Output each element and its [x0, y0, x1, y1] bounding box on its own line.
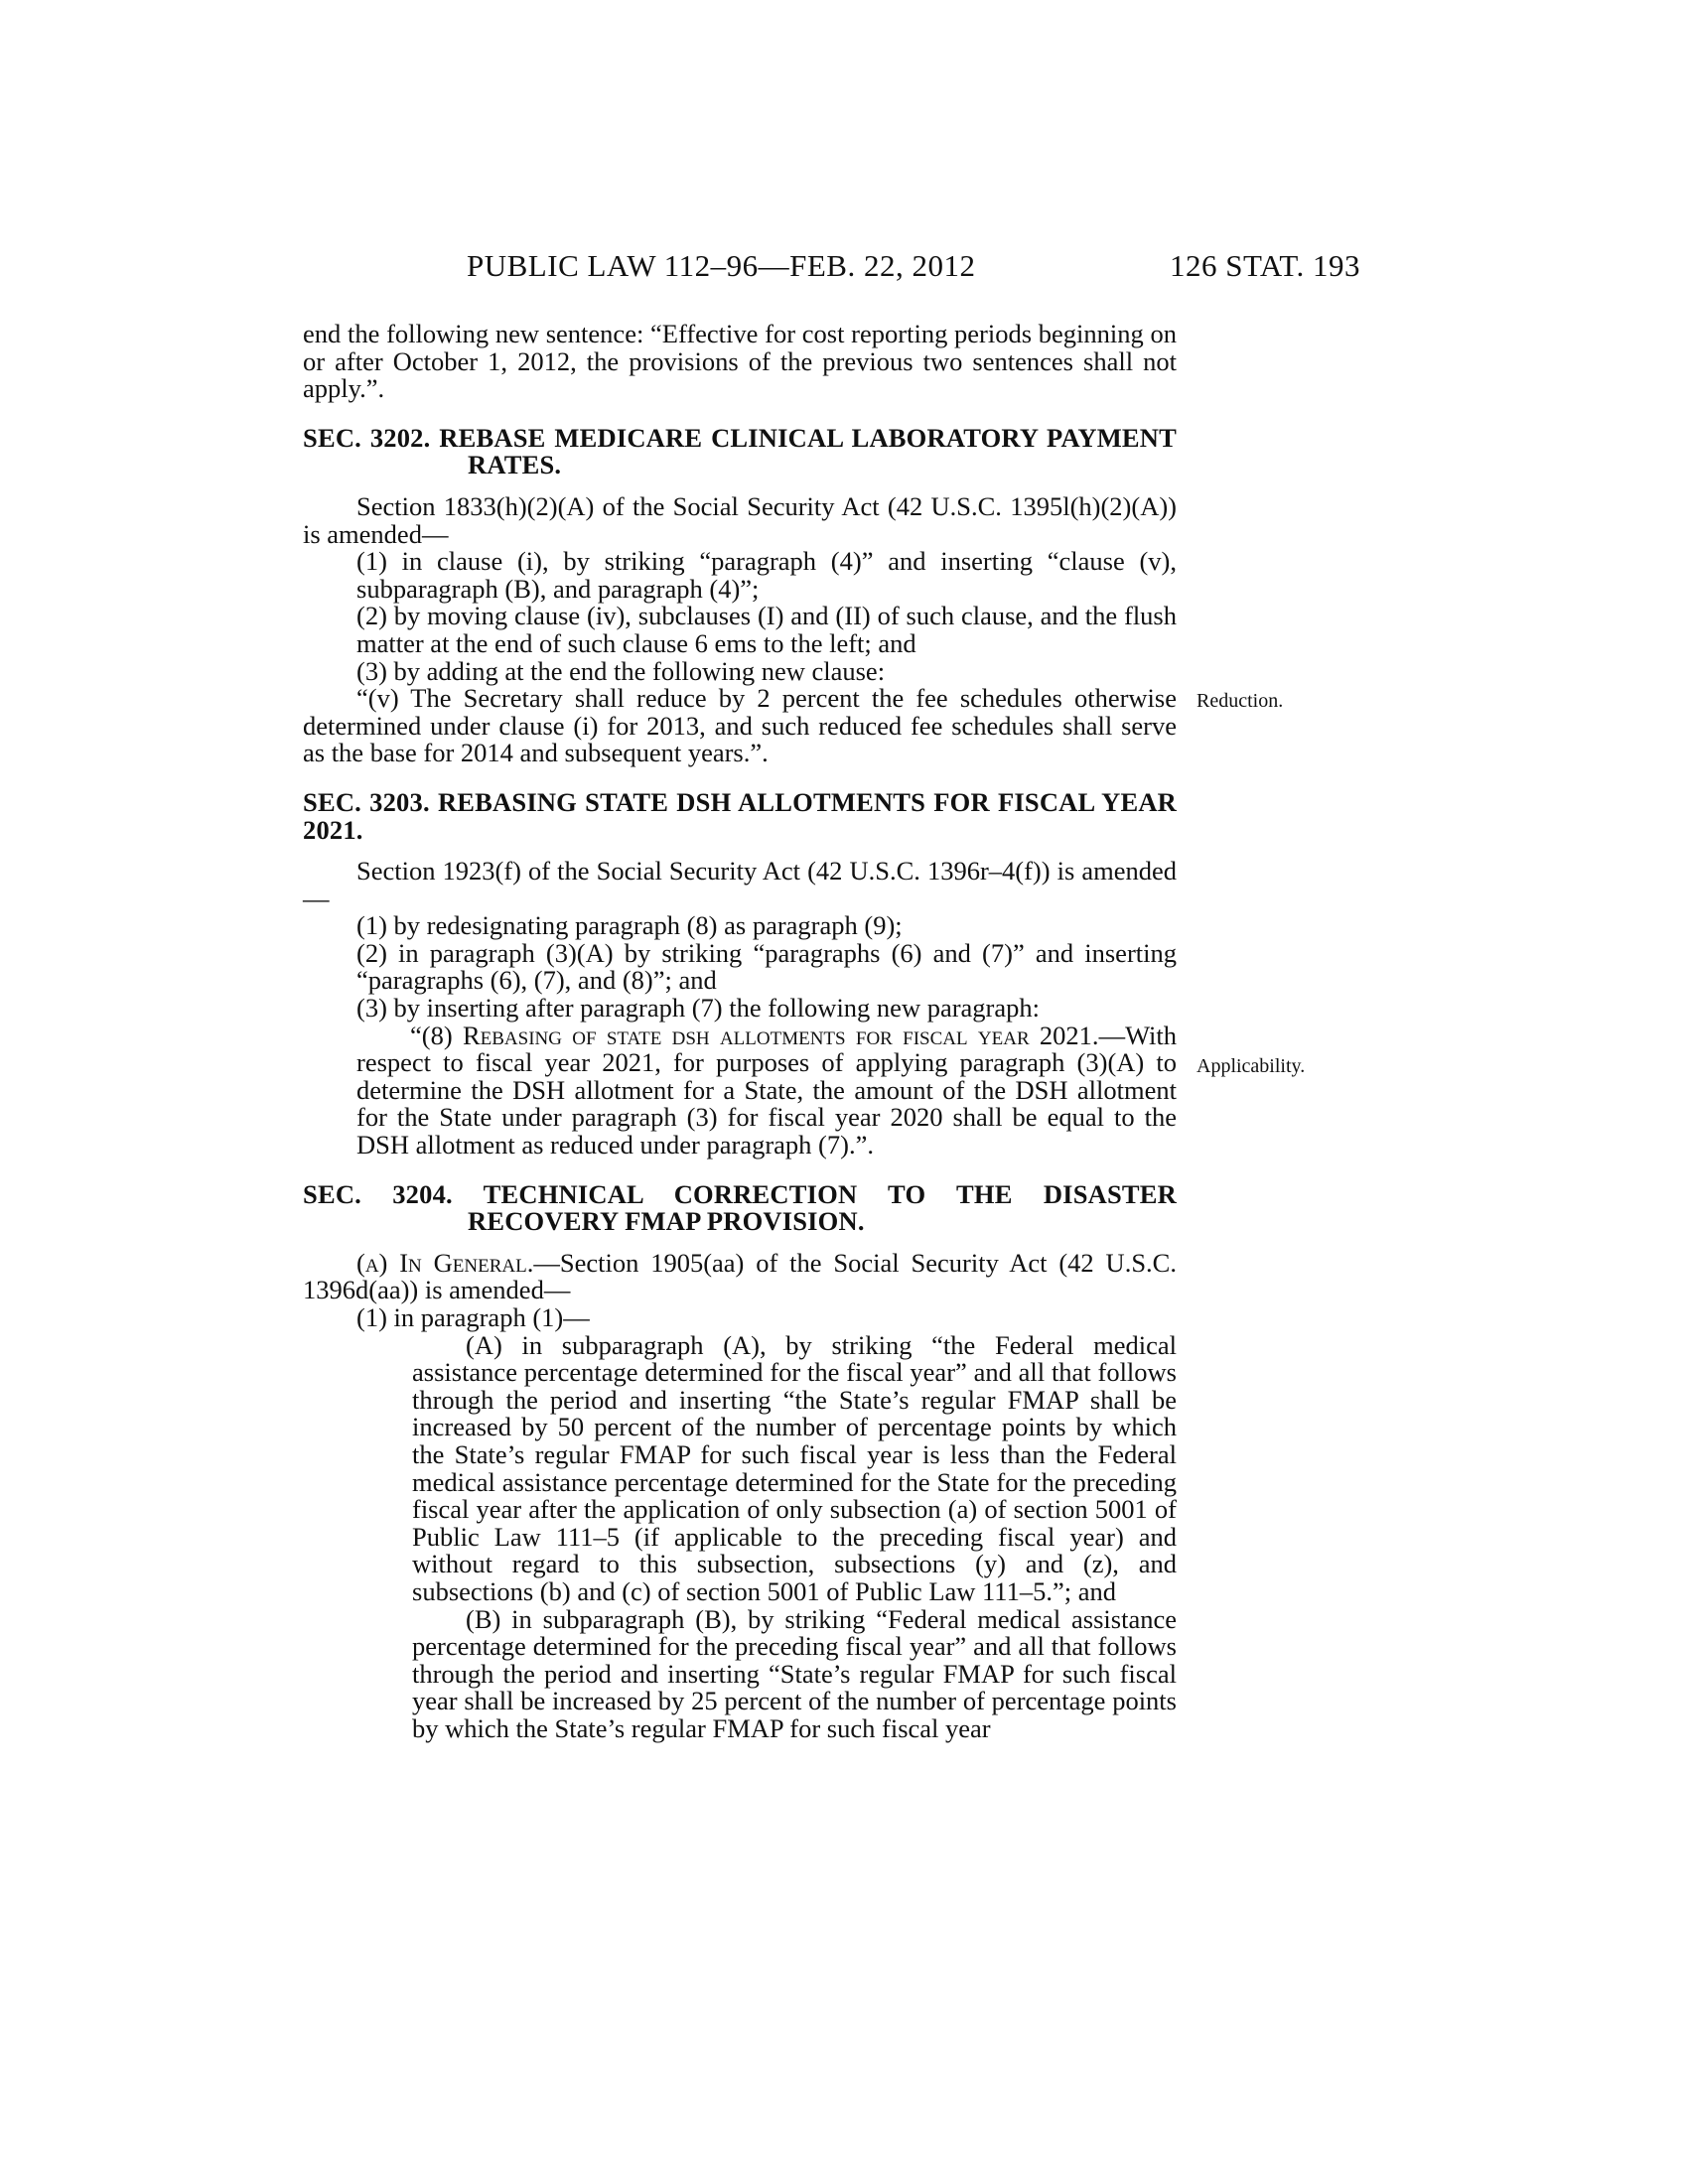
marginal-note-reduction: Reduction. — [1196, 690, 1284, 713]
section-3204-subparagraph-b: (B) in subparagraph (B), by striking “Federal medical assistance percentage determined for the preceding fiscal year” and all that follows through the period and inserting “State’s regular FMAP for such fiscal year shall be increased by 25 percent of the number of percentage points by which the State’s regular FMAP for such fiscal year — [412, 1603, 1177, 1743]
marginal-note-applicability: Applicability. — [1196, 1054, 1306, 1077]
section-3204-heading: SEC. 3204. TECHNICAL CORRECTION TO THE DISASTER RECOVERY FMAP PROVISION. — [303, 1178, 1177, 1237]
section-3202-clause-v: “(v) The Secretary shall reduce by 2 percent the fee schedules otherwise determined under clause (i) for 2013, and such reduced fee schedules shall serve as the base for 2014 and subsequent years.”. — [303, 683, 1177, 768]
section-3203-paragraph-8-block — [303, 1020, 1306, 1160]
section-3204-item-1: (1) in paragraph (1)— — [356, 1302, 590, 1332]
section-3203-item-3: (3) by inserting after paragraph (7) the following new paragraph: — [356, 993, 1041, 1024]
section-3204-subparagraph-a: (A) in subparagraph (A), by striking “the Federal medical assistance percentage determined for the fiscal year” and all that follows through the period and inserting “the State’s regular FMAP shall be increased by 50 percent of the number of percentage points by which the State’s regular FMAP for such fiscal year is less than the Federal medical assistance percentage determined for the State for the preceding fiscal year after the application of only subsection (a) of section 5001 of Public Law 111–5 (if applicable to the preceding fiscal year) and without regard to this subsection, subsections (y) and (z), and subsections (b) and (c) of section 5001 of Public Law 111–5.”; and — [412, 1329, 1177, 1606]
intro-paragraph: end the following new sentence: “Effective for cost reporting periods beginning on or after October 1, 2012, the provisions of the previous two sentences shall not apply.”. — [303, 319, 1177, 404]
section-3203-item-1: (1) by redesignating paragraph (8) as paragraph (9); — [356, 910, 903, 941]
subsection-a-text: —Section 1905(aa) of the Social Security Act (42 U.S.C. 1396d(aa)) is amended— — [303, 1247, 1177, 1305]
section-3202-item-2: (2) by moving clause (iv), subclauses (I) and (II) of such clause, and the flush matter at the end of such clause 6 ems to the left; and — [356, 601, 1177, 658]
section-3202-heading: SEC. 3202. REBASE MEDICARE CLINICAL LABORATORY PAYMENT RATES. — [303, 422, 1177, 480]
section-3202-item-3: (3) by adding at the end the following new clause: — [356, 655, 886, 686]
paragraph-8-caption: “(8) Rebasing of state dsh allotments for fiscal year 2021. — [410, 1020, 1099, 1050]
section-3203-item-2: (2) in paragraph (3)(A) by striking “paragraphs (6) and (7)” and inserting “paragraphs (6), (7), and (8)”; and — [356, 937, 1177, 996]
running-head-title: PUBLIC LAW 112–96—FEB. 22, 2012 — [467, 248, 976, 283]
page-number: 126 STAT. 193 — [1169, 248, 1360, 283]
document-body — [303, 319, 1306, 1743]
section-3203-paragraph-8 — [303, 1020, 1177, 1160]
section-3203-heading: SEC. 3203. REBASING STATE DSH ALLOTMENTS FOR FISCAL YEAR 2021. — [303, 786, 1177, 845]
section-3204-subsection-a — [303, 1247, 1177, 1305]
page-header — [467, 248, 1360, 288]
paragraph-8-text: —With respect to fiscal year 2021, for purposes of applying paragraph (3)(A) to determine the DSH allotment for a State, the amount of the DSH allotment for the State under paragraph (3) for fiscal year 2020 shall be equal to the DSH allotment as reduced under paragraph (7).”. — [356, 1020, 1177, 1160]
section-3202-item-1: (1) in clause (i), by striking “paragraph (4)” and inserting “clause (v), subparagraph (B), and paragraph (4)”; — [356, 546, 1177, 604]
section-3202-lead: Section 1833(h)(2)(A) of the Social Security Act (42 U.S.C. 1395l(h)(2)(A)) is amended— — [303, 490, 1177, 549]
section-3203-lead: Section 1923(f) of the Social Security Act (42 U.S.C. 1396r–4(f)) is amended— — [303, 856, 1177, 913]
subsection-a-caption: (a) In General. — [356, 1247, 534, 1278]
section-3202-clause-v-block — [303, 683, 1284, 768]
